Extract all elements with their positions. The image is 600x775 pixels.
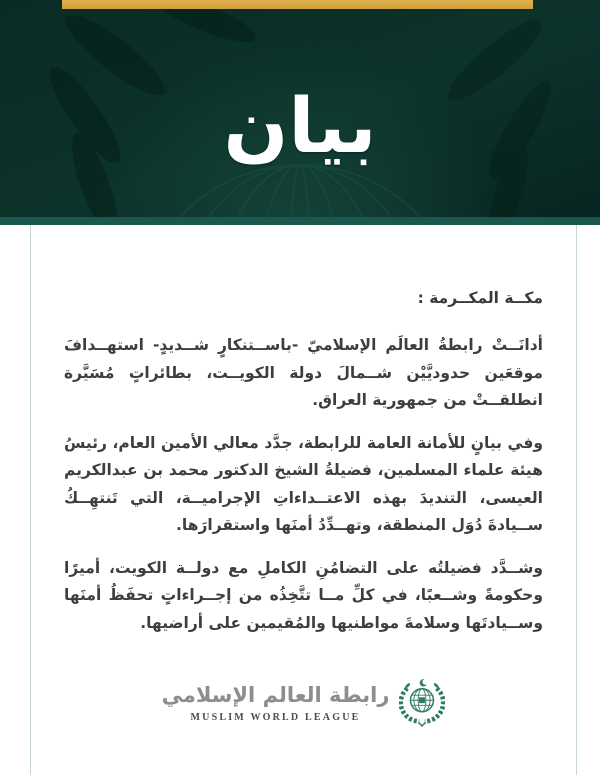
mwl-arabic-wordmark: رابطة العالم الإسلامي [161, 683, 390, 708]
statement-paragraph-1: أدانَــتْ رابطةُ العالَم الإسلاميّ -باســتنكارٍ شــديدٍ- استهــدافَ موقعَين حدوديَّيْن شــمالَ دولة الكويــت، بطائراتٍ مُسَيَّرة انطلقــتْ من جمهورية العراق. [64, 336, 543, 409]
statement-title-calligraphy: بيان [223, 81, 377, 170]
header-banner [0, 0, 600, 217]
statement-card [30, 225, 577, 775]
mwl-logo [64, 677, 543, 729]
statement-paragraph-2: وفي بيانٍ للأمانة العامة للرابطة، جدَّد معالي الأمين العام، رئيسُ هيئة علماء المسلمين، فضيلةُ الشيخ الدكتور محمد بن عبدالكريم العيسى، التنديدَ بهذه الاعتــداءاتِ الإجراميــة، التي تَنتهِــكُ ســيادةَ دُوَل المنطقة، وتهــدِّدُ أمنَها واستقرارَها. [64, 433, 543, 534]
mwl-wordmark [162, 683, 390, 722]
statement-paragraph-3: وشــدَّد فضيلتُه على التضامُنِ الكاملِ مع دولــة الكويت، أميرًا وحكومةً وشــعبًا، في كلِّ مــا تتَّخِذُه من إجــراءاتٍ تحفَظُ أمنَها وســيادتَها وسلامةَ مواطنيها والمُقيمين على أراضيها. [64, 558, 543, 632]
teal-divider [0, 217, 600, 225]
mwl-english-wordmark: MUSLIM WORLD LEAGUE [190, 711, 361, 723]
mwl-emblem-icon [399, 677, 445, 729]
city-heading: مكــة المكــرمة : [417, 289, 543, 307]
gold-accent-bar [62, 0, 533, 9]
